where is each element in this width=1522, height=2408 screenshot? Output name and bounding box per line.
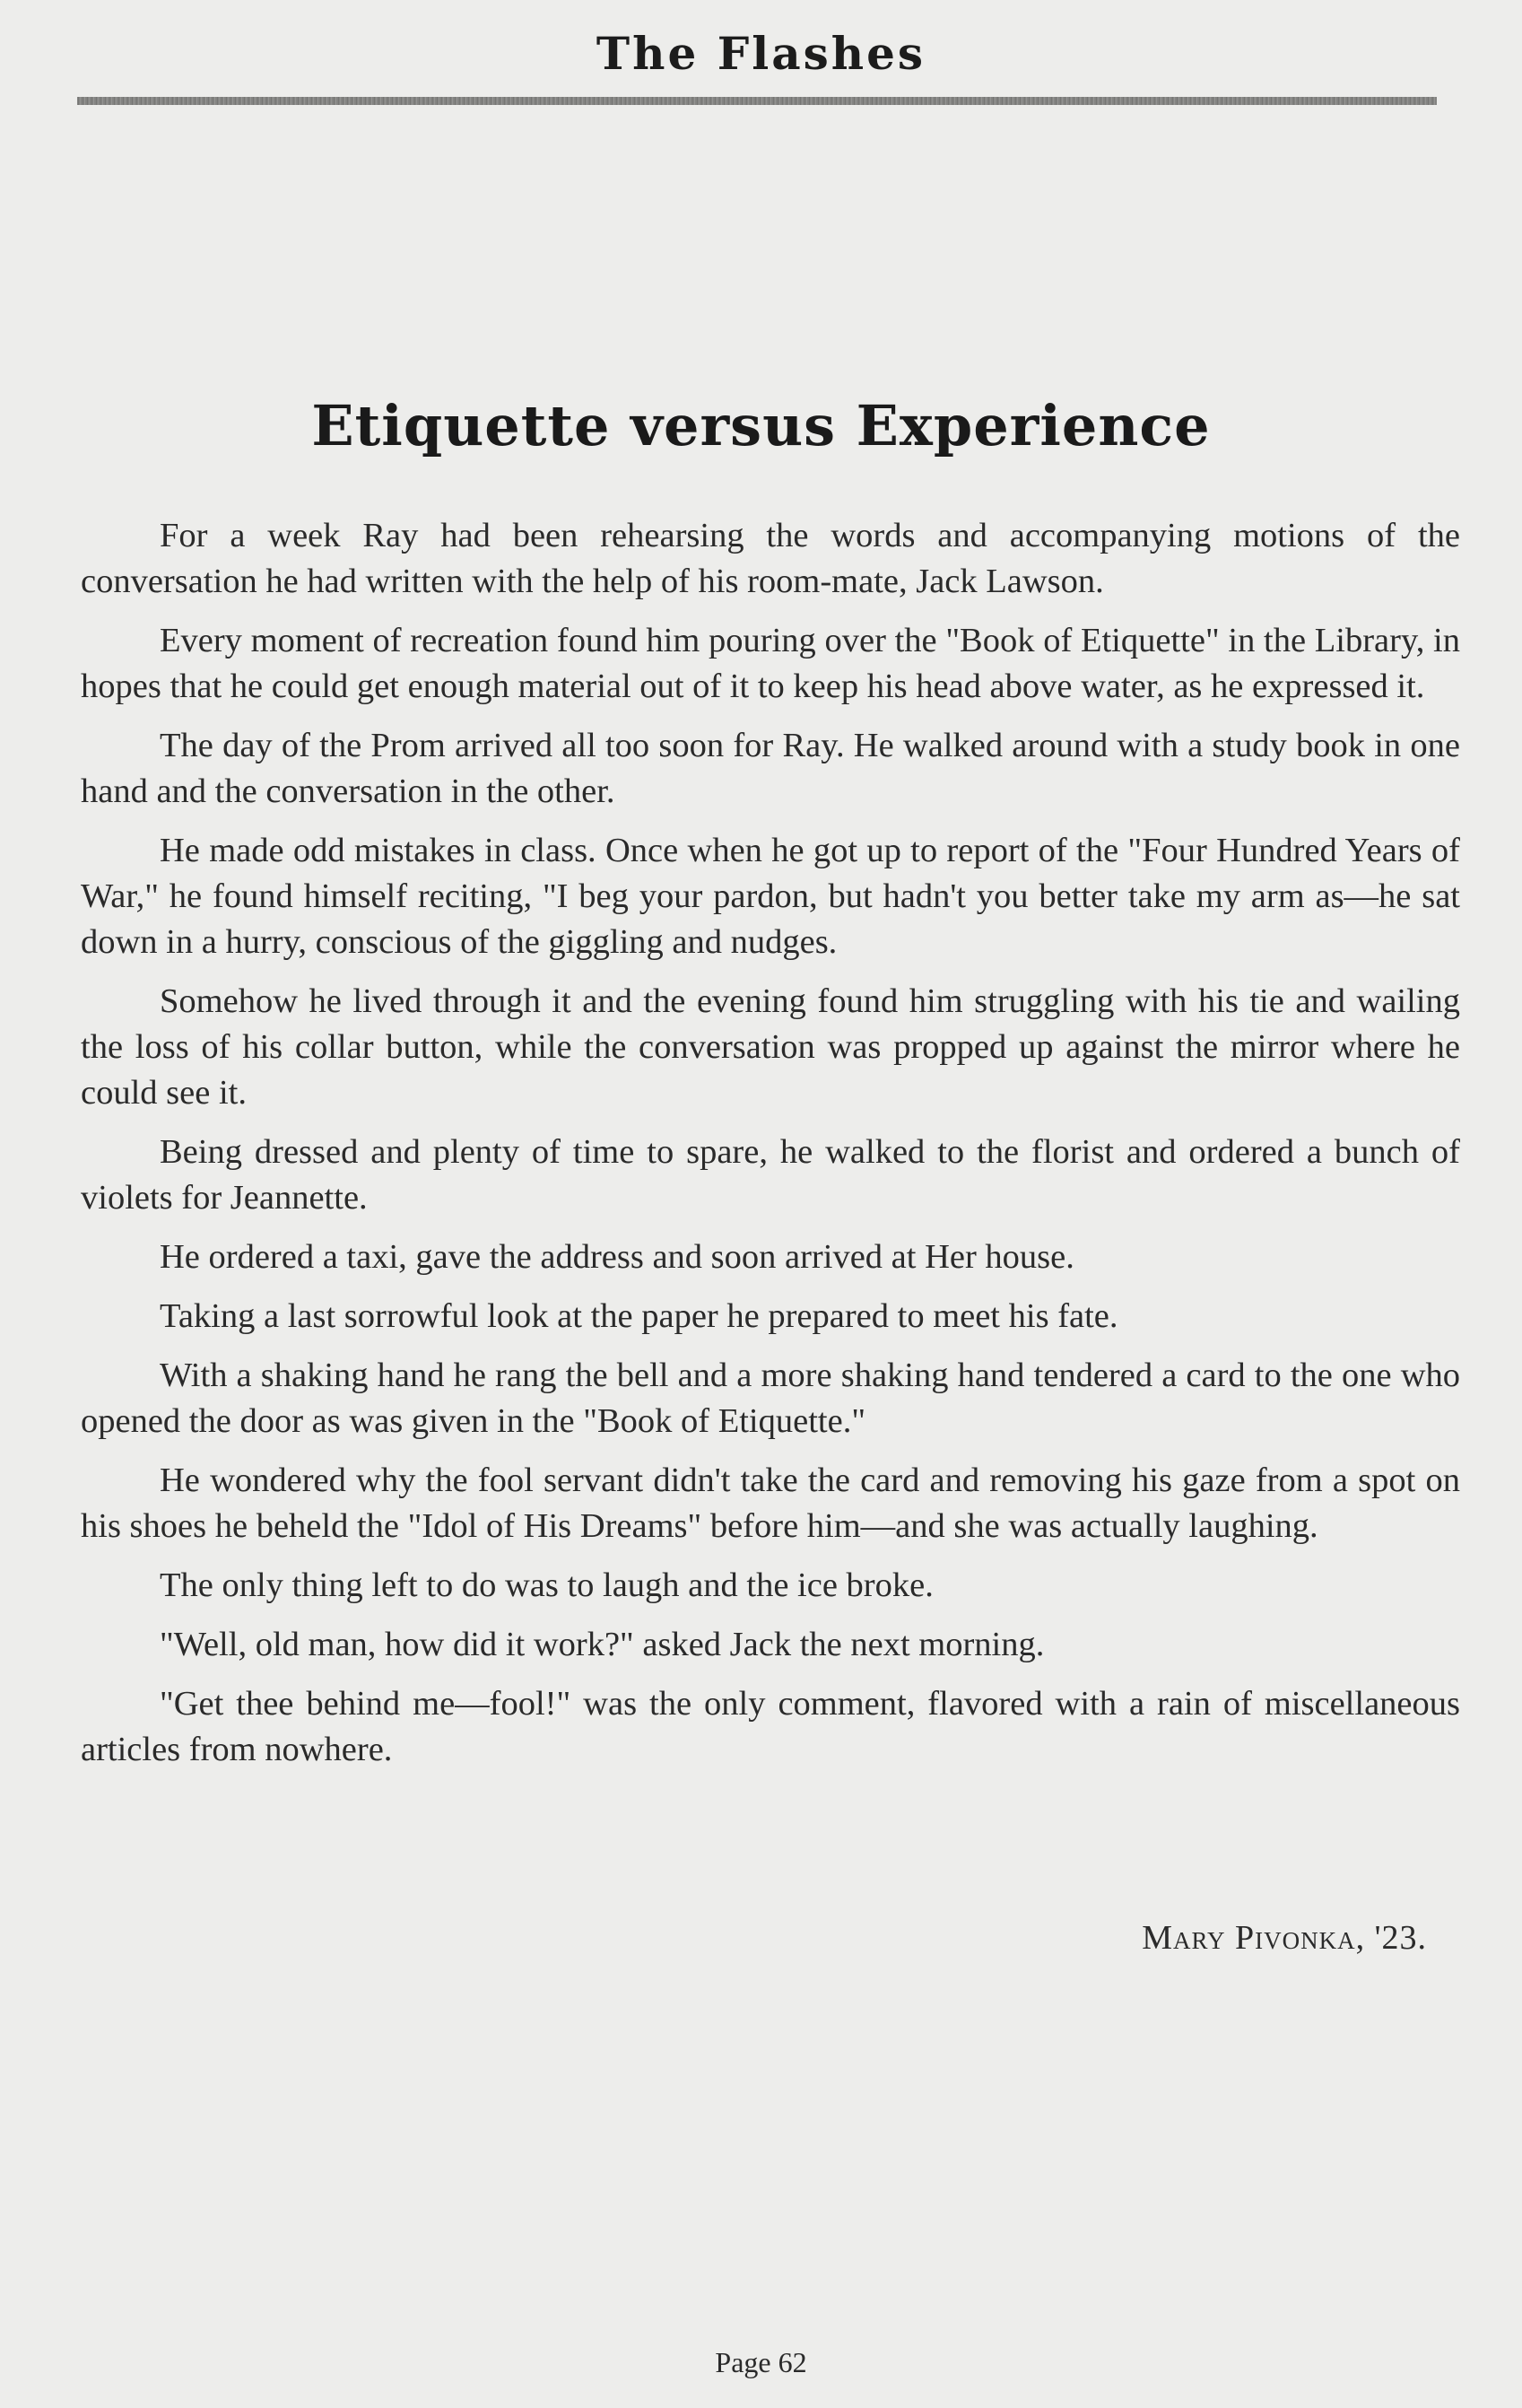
paragraph: Taking a last sorrowful look at the paper he prepared to meet his fate. bbox=[160, 1297, 1118, 1335]
paragraph: He wondered why the fool servant didn't take the card and removing his gaze from a spot on his shoes he beheld the "Idol of His Dreams" before him—and she was actually laughing. bbox=[81, 1461, 1460, 1545]
paragraph: "Well, old man, how did it work?" asked Jack the next morning. bbox=[160, 1626, 1045, 1663]
author-signature: Mary Pivonka, '23. bbox=[1142, 1919, 1427, 1957]
running-head: The Flashes bbox=[596, 27, 926, 80]
page-number: Page 62 bbox=[715, 2346, 807, 2378]
paragraph: He ordered a taxi, gave the address and soon arrived at Her house. bbox=[160, 1238, 1074, 1276]
paragraph: Every moment of recreation found him pouring over the "Book of Etiquette" in the Library, in hopes that he could get enough material out of it to keep his head above water, as he expressed it. bbox=[81, 622, 1460, 705]
paragraph: The day of the Prom arrived all too soon for Ray. He walked around with a study book in one hand and the conversation in the other. bbox=[81, 727, 1460, 810]
article-body bbox=[81, 513, 1460, 1786]
paragraph: He made odd mistakes in class. Once when he got up to report of the "Four Hundred Years of War," he found himself reciting, "I beg your pardon, but hadn't you better take my arm as—he sat down in a hurry, conscious of the giggling and nudges. bbox=[81, 832, 1460, 961]
paragraph: Somehow he lived through it and the evening found him struggling with his tie and wailing the loss of his collar button, while the conversation was propped up against the mirror where he could see it. bbox=[81, 982, 1460, 1112]
paragraph: "Get thee behind me—fool!" was the only comment, flavored with a rain of miscellaneous articles from nowhere. bbox=[81, 1685, 1460, 1768]
paragraph: Being dressed and plenty of time to spare, he walked to the florist and ordered a bunch of violets for Jeannette. bbox=[81, 1133, 1460, 1217]
paragraph: The only thing left to do was to laugh and the ice broke. bbox=[160, 1566, 934, 1604]
paragraph: For a week Ray had been rehearsing the words and accompanying motions of the conversation he had written with the help of his room-mate, Jack Lawson. bbox=[81, 517, 1460, 600]
article-title: Etiquette versus Experience bbox=[311, 393, 1211, 458]
paragraph: With a shaking hand he rang the bell and a more shaking hand tendered a card to the one who opened the door as was given in the "Book of Etiquette." bbox=[81, 1357, 1460, 1440]
header-rule bbox=[77, 97, 1437, 105]
